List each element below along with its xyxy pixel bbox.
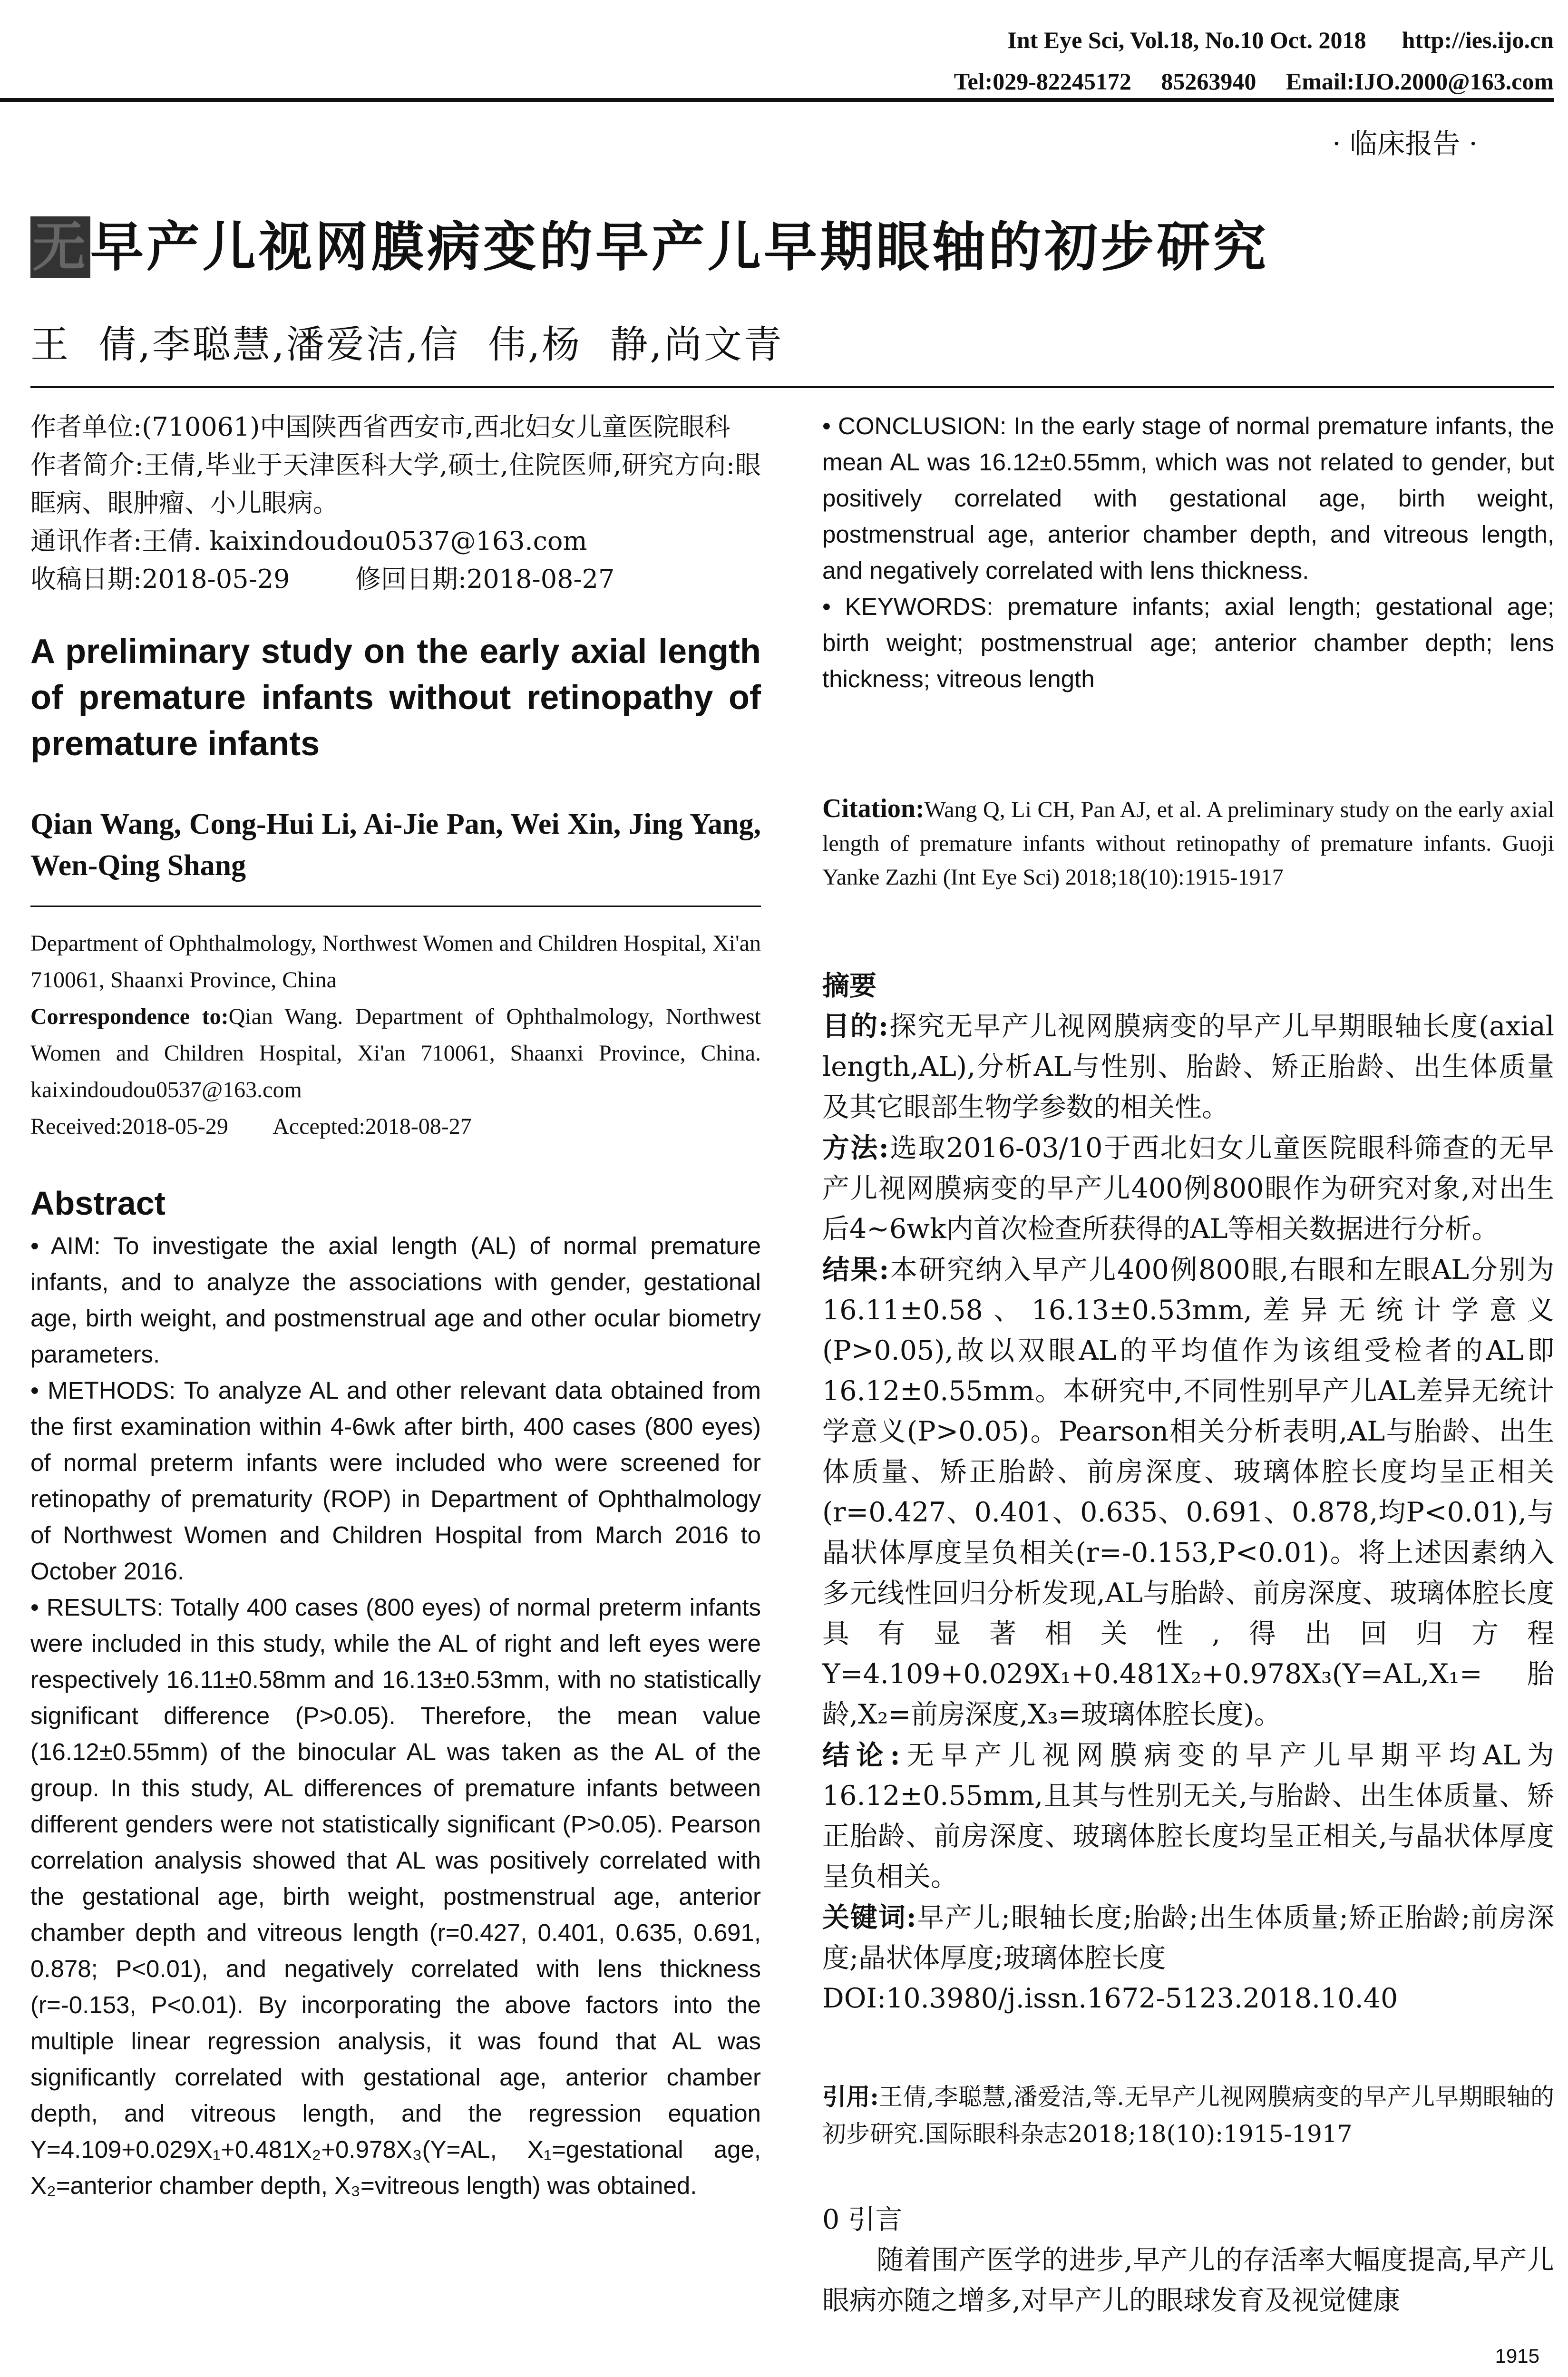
citation-zh	[822, 2078, 1554, 2153]
journal-header-line-1	[1007, 26, 1554, 54]
abstract-zh	[822, 965, 1554, 2019]
aim-label: 目的:	[822, 1010, 889, 1042]
article-category: · 临床报告 ·	[1332, 127, 1478, 160]
methods-text: 选取2016-03/10于西北妇女儿童医院眼科筛查的无早产儿视网膜病变的早产儿400例800眼作为研究对象,对出生后4~6wk内首次检查所获得的AL等相关数据进行分析。	[822, 1132, 1554, 1245]
doi[interactable]: DOI:10.3980/j.issn.1672-5123.2018.10.40	[822, 1983, 1398, 2014]
author-bio: 作者简介:王倩,毕业于天津医科大学,硕士,住院医师,研究方向:眼眶病、眼肿瘤、小儿眼病。	[30, 450, 761, 518]
abstract-heading: Abstract	[30, 1185, 166, 1222]
abstract-en-left	[30, 1228, 761, 2336]
methods-label: 方法:	[822, 1132, 889, 1164]
abstract-aim: • AIM: To investigate the axial length (AL) of normal premature infants, and to analyze the associations with gender, gestational age, birth weight, and postmenstrual age and other ocular biometry parameters.	[30, 1232, 761, 1368]
citation-en	[822, 792, 1554, 894]
abstract-results: • RESULTS: Totally 400 cases (800 eyes) of normal preterm infants were included in this study, while the AL of right and left eyes were respectively 16.11±0.58mm and 16.13±0.53mm, with no statistically significant difference (P>0.05). Therefore, the mean value (16.12±0.55mm) of the binocular AL was taken as the AL of the group. In this study, AL differences of premature infants between different genders were not statistically significant (P>0.05). Pearson correlation analysis showed that AL was positively correlated with the gestational age, birth weight, postmenstrual age, anterior chamber depth and vitreous length (r=0.427, 0.401, 0.635, 0.691, 0.878; P<0.01), and negatively correlated with lens thickness (r=-0.153, P<0.01). By incorporating the above factors into the multiple linear regression analysis, it was found that AL was significantly correlated with gestational age, anterior chamber depth, and vitreous length, and the regression equation Y=4.109+0.029X₁+0.481X₂+0.978X₃(Y=AL, X₁=gestational age, X₂=anterior chamber depth, X₃=vitreous length) was obtained.	[30, 1594, 761, 2199]
correspondence-label: Correspondence to:	[30, 1004, 229, 1029]
title-highlight: 无	[30, 216, 90, 278]
page-number: 1915	[1495, 2345, 1539, 2367]
dates-en: Received:2018-05-29 Accepted:2018-08-27	[30, 1114, 472, 1139]
article-title-en: A preliminary study on the early axial length of premature infants without retinopathy of premature infants	[30, 633, 761, 763]
header-rule	[0, 98, 1554, 102]
affiliation-en	[30, 925, 761, 1145]
cite-zh-label: 引用:	[822, 2083, 879, 2111]
corresponding-author: 通讯作者:王倩. kaixindoudou0537@163.com	[30, 526, 587, 556]
intro-text: 随着围产医学的进步,早产儿的存活率大幅度提高,早产儿眼病亦随之增多,对早产儿的眼球发育及视觉健康	[822, 2244, 1554, 2316]
aim-text: 探究无早产儿视网膜病变的早产儿早期眼轴长度(axial length,AL),分析AL与性别、胎龄、矫正胎龄、出生体质量及其它眼部生物学参数的相关性。	[822, 1011, 1554, 1123]
author-info-zh	[30, 408, 761, 598]
affiliation-text: Department of Ophthalmology, Northwest Women and Children Hospital, Xi'an 710061, Shaanxi Province, China	[30, 931, 761, 993]
abstract-en-right	[822, 408, 1554, 697]
journal-citation: Int Eye Sci, Vol.18, No.10 Oct. 2018	[1007, 27, 1366, 53]
conclusion-label: 结论:	[822, 1739, 900, 1771]
journal-email[interactable]: Email:IJO.2000@163.com	[1286, 68, 1554, 95]
cite-zh-text: 王倩,李聪慧,潘爱洁,等.无早产儿视网膜病变的早产儿早期眼轴的初步研究.国际眼科杂志2018;18(10):1915-1917	[822, 2083, 1554, 2148]
abstract-conclusion: • CONCLUSION: In the early stage of normal premature infants, the mean AL was 16.12±0.55mm, which was not related to gender, but positively correlated with gestational age, birth weight, postmenstrual age, anterior chamber depth, and vitreous length, and negatively correlated with lens thickness.	[822, 412, 1554, 584]
authors-zh: 王 倩,李聪慧,潘爱洁,信 伟,杨 静,尚文青	[30, 322, 784, 367]
affiliation-rule	[30, 906, 761, 907]
correspondence-text: Qian Wang. Department of Ophthalmology, Northwest Women and Children Hospital, Xi'an 710061, Shaanxi Province, China. kaixindoudou0537@163.com	[30, 1004, 761, 1102]
abstract-keywords: • KEYWORDS: premature infants; axial length; gestational age; birth weight; postmenstrual age; anterior chamber depth; lens thickness; vitreous length	[822, 593, 1554, 692]
keywords-label: 关键词:	[822, 1901, 916, 1933]
abstract-methods: • METHODS: To analyze AL and other relevant data obtained from the first examination within 4-6wk after birth, 400 cases (800 eyes) of normal preterm infants were included who were screened for retinopathy of prematurity (ROP) in Department of Ophthalmology of Northwest Women and Children Hospital from March 2016 to October 2016.	[30, 1377, 761, 1585]
intro-heading: 0 引言	[822, 2204, 903, 2235]
conclusion-text: 无早产儿视网膜病变的早产儿早期平均AL为16.12±0.55mm,且其与性别无关,与胎龄、出生体质量、矫正胎龄、前房深度、玻璃体腔长度均呈正相关,与晶状体厚度呈负相关。	[822, 1740, 1554, 1892]
keywords-text: 早产儿;眼轴长度;胎龄;出生体质量;矫正胎龄;前房深度;晶状体厚度;玻璃体腔长度	[822, 1902, 1554, 1974]
citation-label: Citation:	[822, 794, 925, 823]
introduction	[822, 2200, 1554, 2321]
journal-tel: Tel:029-82245172	[954, 68, 1131, 95]
journal-tel-2: 85263940	[1161, 68, 1256, 95]
journal-header-line-2	[954, 68, 1554, 95]
abstract-zh-heading: 摘要	[822, 970, 877, 1002]
citation-text: Wang Q, Li CH, Pan AJ, et al. A preliminary study on the early axial length of premature infants without retinopathy of premature infants. Guoji Yanke Zazhi (Int Eye Sci) 2018;18(10):1915-1917	[822, 797, 1554, 890]
authors-en: Qian Wang, Cong-Hui Li, Ai-Jie Pan, Wei Xin, Jing Yang, Wen-Qing Shang	[30, 808, 761, 882]
title-text: 早产儿视网膜病变的早产儿早期眼轴的初步研究	[90, 216, 1269, 278]
journal-url[interactable]: http://ies.ijo.cn	[1402, 27, 1554, 53]
title-rule	[30, 386, 1554, 388]
results-text: 本研究纳入早产儿400例800眼,右眼和左眼AL分别为16.11±0.58、16.13±0.53mm,差异无统计学意义(P>0.05),故以双眼AL的平均值作为该组受检者的AL即16.12±0.55mm。本研究中,不同性别早产儿AL差异无统计学意义(P>0.05)。Pearson相关分析表明,AL与胎龄、出生体质量、矫正胎龄、前房深度、玻璃体腔长度均呈正相关(r=0.427、0.401、0.635、0.691、0.878,均P<0.01),与晶状体厚度呈负相关(r=-0.153,P<0.01)。将上述因素纳入多元线性回归分析发现,AL与胎龄、前房深度、玻璃体腔长度具有显著相关性,得出回归方程Y=4.109+0.029X₁+0.481X₂+0.978X₃(Y=AL,X₁=胎龄,X₂=前房深度,X₃=玻璃体腔长度)。	[822, 1254, 1554, 1730]
author-affiliation: 作者单位:(710061)中国陕西省西安市,西北妇女儿童医院眼科	[30, 412, 730, 442]
article-title-zh	[30, 205, 1269, 281]
results-label: 结果:	[822, 1254, 889, 1286]
dates-zh: 收稿日期:2018-05-29 修回日期:2018-08-27	[30, 564, 615, 594]
